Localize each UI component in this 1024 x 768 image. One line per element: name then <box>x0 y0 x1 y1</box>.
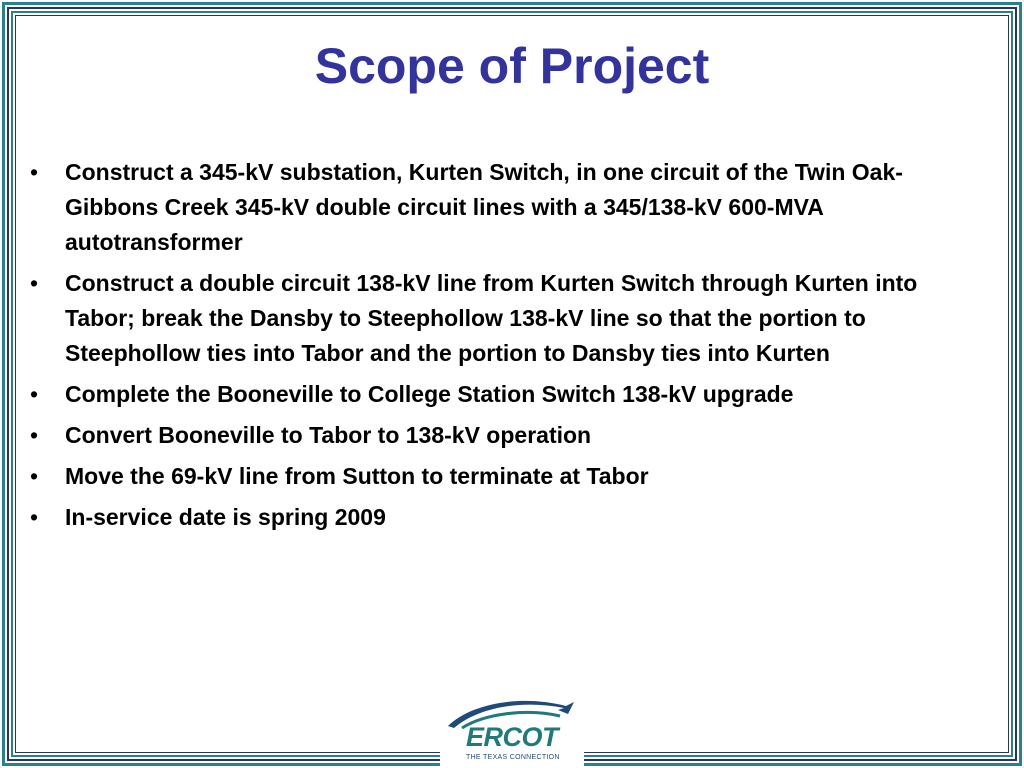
bullet-text: Construct a double circuit 138-kV line from Kurten Switch through Kurten into Tabor; break the Dansby to Steephollow 138-kV line so that the portion to Steephollow ties into Tabor and the portion to Dansby ties into Kurten <box>65 270 918 366</box>
bullet-marker: • <box>30 463 39 489</box>
bullet-marker: • <box>30 159 39 185</box>
bullet-text: Move the 69-kV line from Sutton to terminate at Tabor <box>65 463 649 489</box>
bullet-item <box>30 418 990 453</box>
bullet-marker: • <box>30 381 39 407</box>
bullet-item <box>30 377 990 412</box>
bullet-item <box>30 155 990 260</box>
logo-wordmark: ERCOT <box>466 722 558 752</box>
bullet-text: Complete the Booneville to College Station Switch 138-kV upgrade <box>65 381 794 407</box>
ercot-logo <box>440 690 584 768</box>
bullet-item <box>30 266 990 371</box>
bullet-item <box>30 500 990 535</box>
slide-title: Scope of Project <box>314 38 710 94</box>
logo-tagline: THE TEXAS CONNECTION <box>466 754 560 761</box>
bullet-marker: • <box>30 504 39 530</box>
bullet-text: Convert Booneville to Tabor to 138-kV operation <box>65 422 592 448</box>
bullet-text: Construct a 345-kV substation, Kurten Switch, in one circuit of the Twin Oak-Gibbons Creek 345-kV double circuit lines with a 345/138-kV 600-MVA autotransformer <box>65 159 903 255</box>
bullet-marker: • <box>30 270 39 296</box>
bullet-text: In-service date is spring 2009 <box>65 504 386 530</box>
bullet-list <box>30 155 990 541</box>
bullet-marker: • <box>30 422 39 448</box>
bullet-item <box>30 459 990 494</box>
